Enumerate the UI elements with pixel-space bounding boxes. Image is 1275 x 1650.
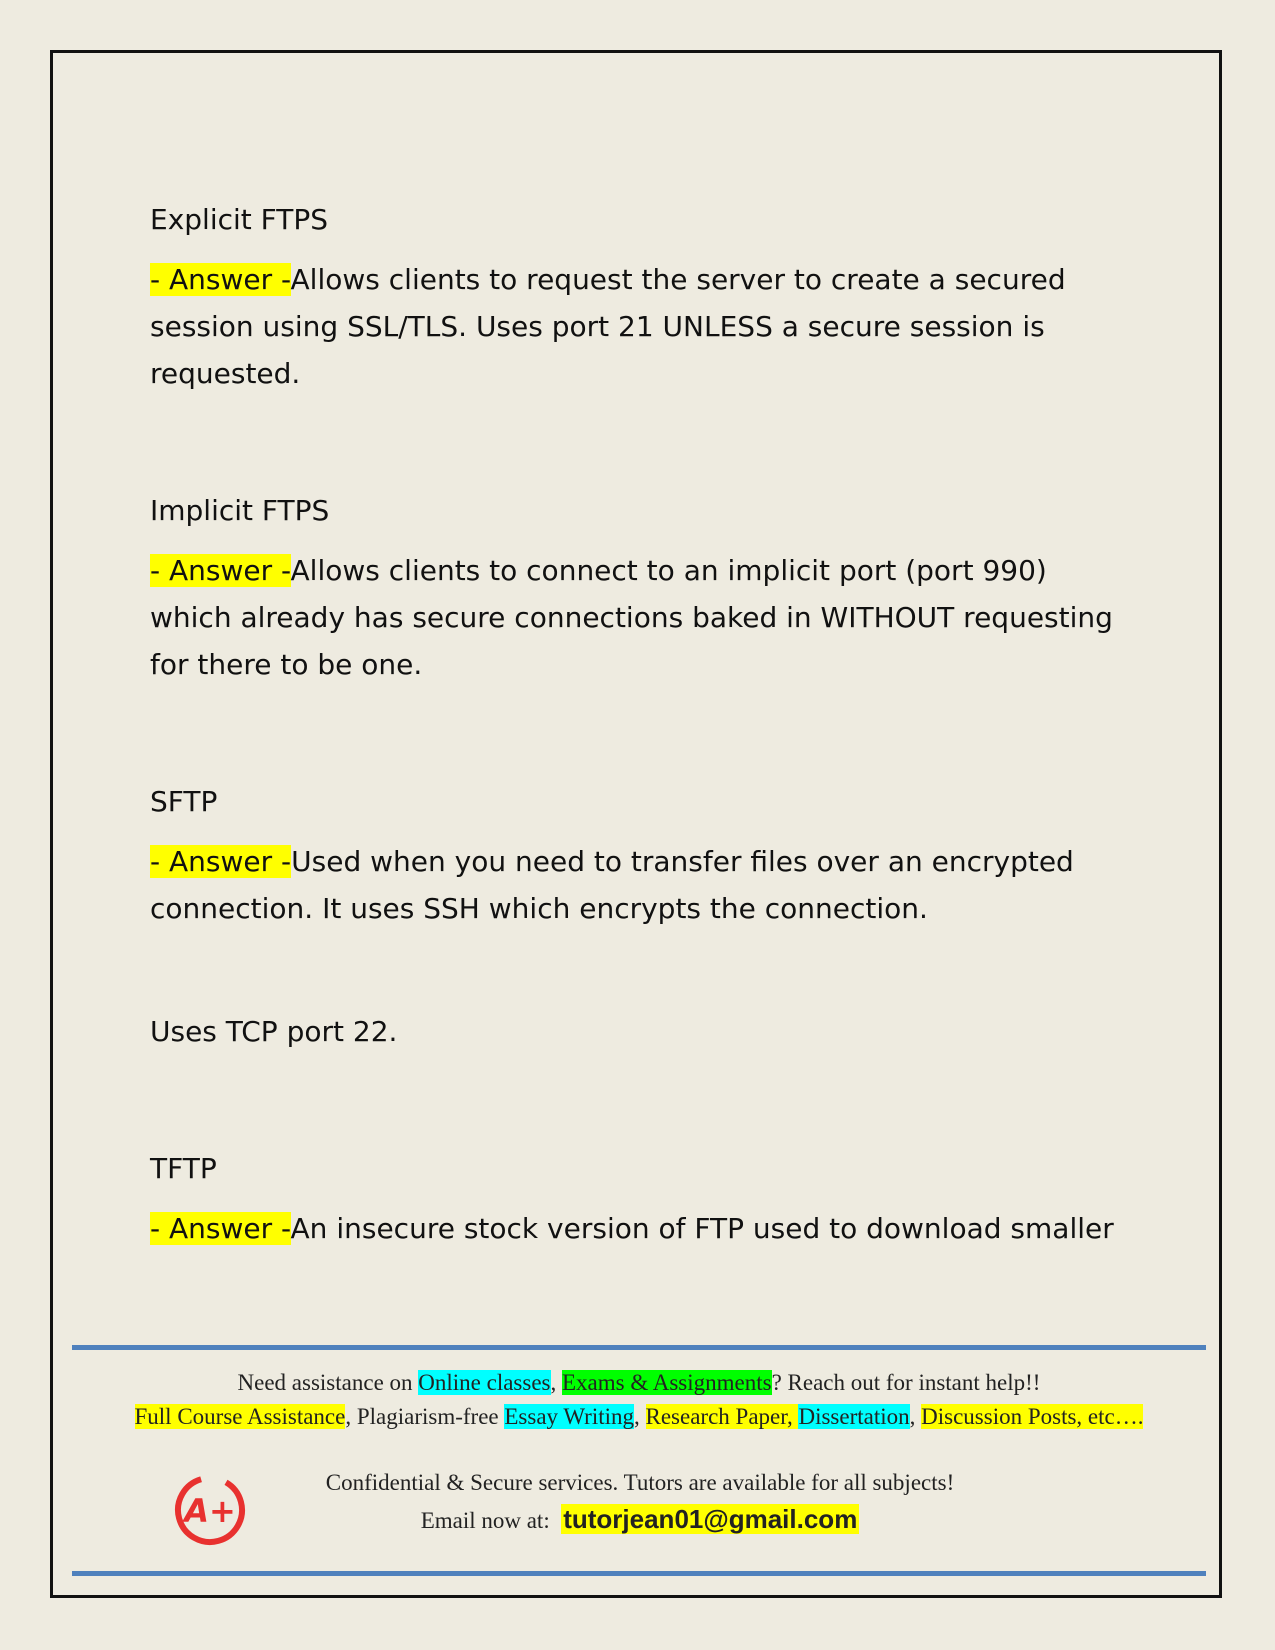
term-heading: Implicit FTPS bbox=[150, 494, 330, 527]
footer-text: , bbox=[909, 1404, 922, 1429]
exams-highlight: Exams & Assignments bbox=[562, 1370, 772, 1395]
email-label: Email now at: bbox=[420, 1508, 562, 1533]
full-course-highlight: Full Course Assistance bbox=[134, 1404, 346, 1429]
entry-sftp bbox=[150, 782, 1130, 1055]
term-heading: Explicit FTPS bbox=[150, 203, 329, 236]
term-heading: TFTP bbox=[150, 1152, 217, 1185]
footer-line-1 bbox=[72, 1367, 1206, 1399]
footer-rule-top bbox=[72, 1345, 1206, 1350]
online-classes-highlight: Online classes bbox=[418, 1370, 551, 1395]
answer-tag: - Answer - bbox=[150, 554, 291, 587]
dissertation-highlight: Dissertation bbox=[798, 1404, 910, 1429]
footer-text: ? Reach out for instant help!! bbox=[771, 1370, 1041, 1395]
discussion-highlight: Discussion Posts, etc…. bbox=[921, 1404, 1144, 1429]
answer-tag: - Answer - bbox=[150, 845, 292, 878]
footer-text: , bbox=[634, 1404, 646, 1429]
entry-implicit-ftps bbox=[150, 491, 1130, 688]
logo-text: A+ bbox=[184, 1492, 236, 1530]
answer-text: Allows clients to connect to an implicit port (port 990) which already has secure connections baked in WITHOUT requesting for there to be one. bbox=[150, 554, 1113, 681]
entry-tftp bbox=[150, 1149, 1130, 1252]
answer-paragraph bbox=[150, 256, 1130, 397]
answer-paragraph bbox=[150, 1205, 1130, 1252]
answer-paragraph bbox=[150, 838, 1130, 932]
footer-rule-bottom bbox=[72, 1571, 1206, 1576]
a-plus-logo-icon bbox=[170, 1470, 250, 1550]
answer-paragraph bbox=[150, 547, 1130, 688]
answer-tag: - Answer - bbox=[150, 1212, 291, 1245]
essay-highlight: Essay Writing bbox=[504, 1404, 634, 1429]
answer-text: An insecure stock version of FTP used to download smaller bbox=[290, 1212, 1114, 1245]
footer-text: Need assistance on bbox=[237, 1370, 419, 1395]
answer-text: Used when you need to transfer files over an encrypted connection. It uses SSH which encrypts the connection. bbox=[150, 845, 1074, 925]
footer-line-3: Confidential & Secure services. Tutors are available for all subjects! bbox=[325, 1470, 955, 1495]
footer-text: , bbox=[550, 1370, 562, 1395]
email-link[interactable]: tutorjean01@gmail.com bbox=[563, 1504, 858, 1534]
answer-tag: - Answer - bbox=[150, 263, 291, 296]
extra-text: Uses TCP port 22. bbox=[150, 1015, 398, 1048]
qa-content bbox=[150, 200, 1130, 1252]
term-heading: SFTP bbox=[150, 785, 218, 818]
research-highlight: Research Paper, bbox=[645, 1404, 799, 1429]
footer-text: , Plagiarism-free bbox=[345, 1404, 505, 1429]
entry-explicit-ftps bbox=[150, 200, 1130, 397]
answer-text: Allows clients to request the server to create a secured session using SSL/TLS. Uses port 21 UNLESS a secure session is requested. bbox=[150, 263, 1066, 390]
footer-line-2 bbox=[72, 1401, 1206, 1433]
footer-line-4 bbox=[280, 1502, 1000, 1538]
